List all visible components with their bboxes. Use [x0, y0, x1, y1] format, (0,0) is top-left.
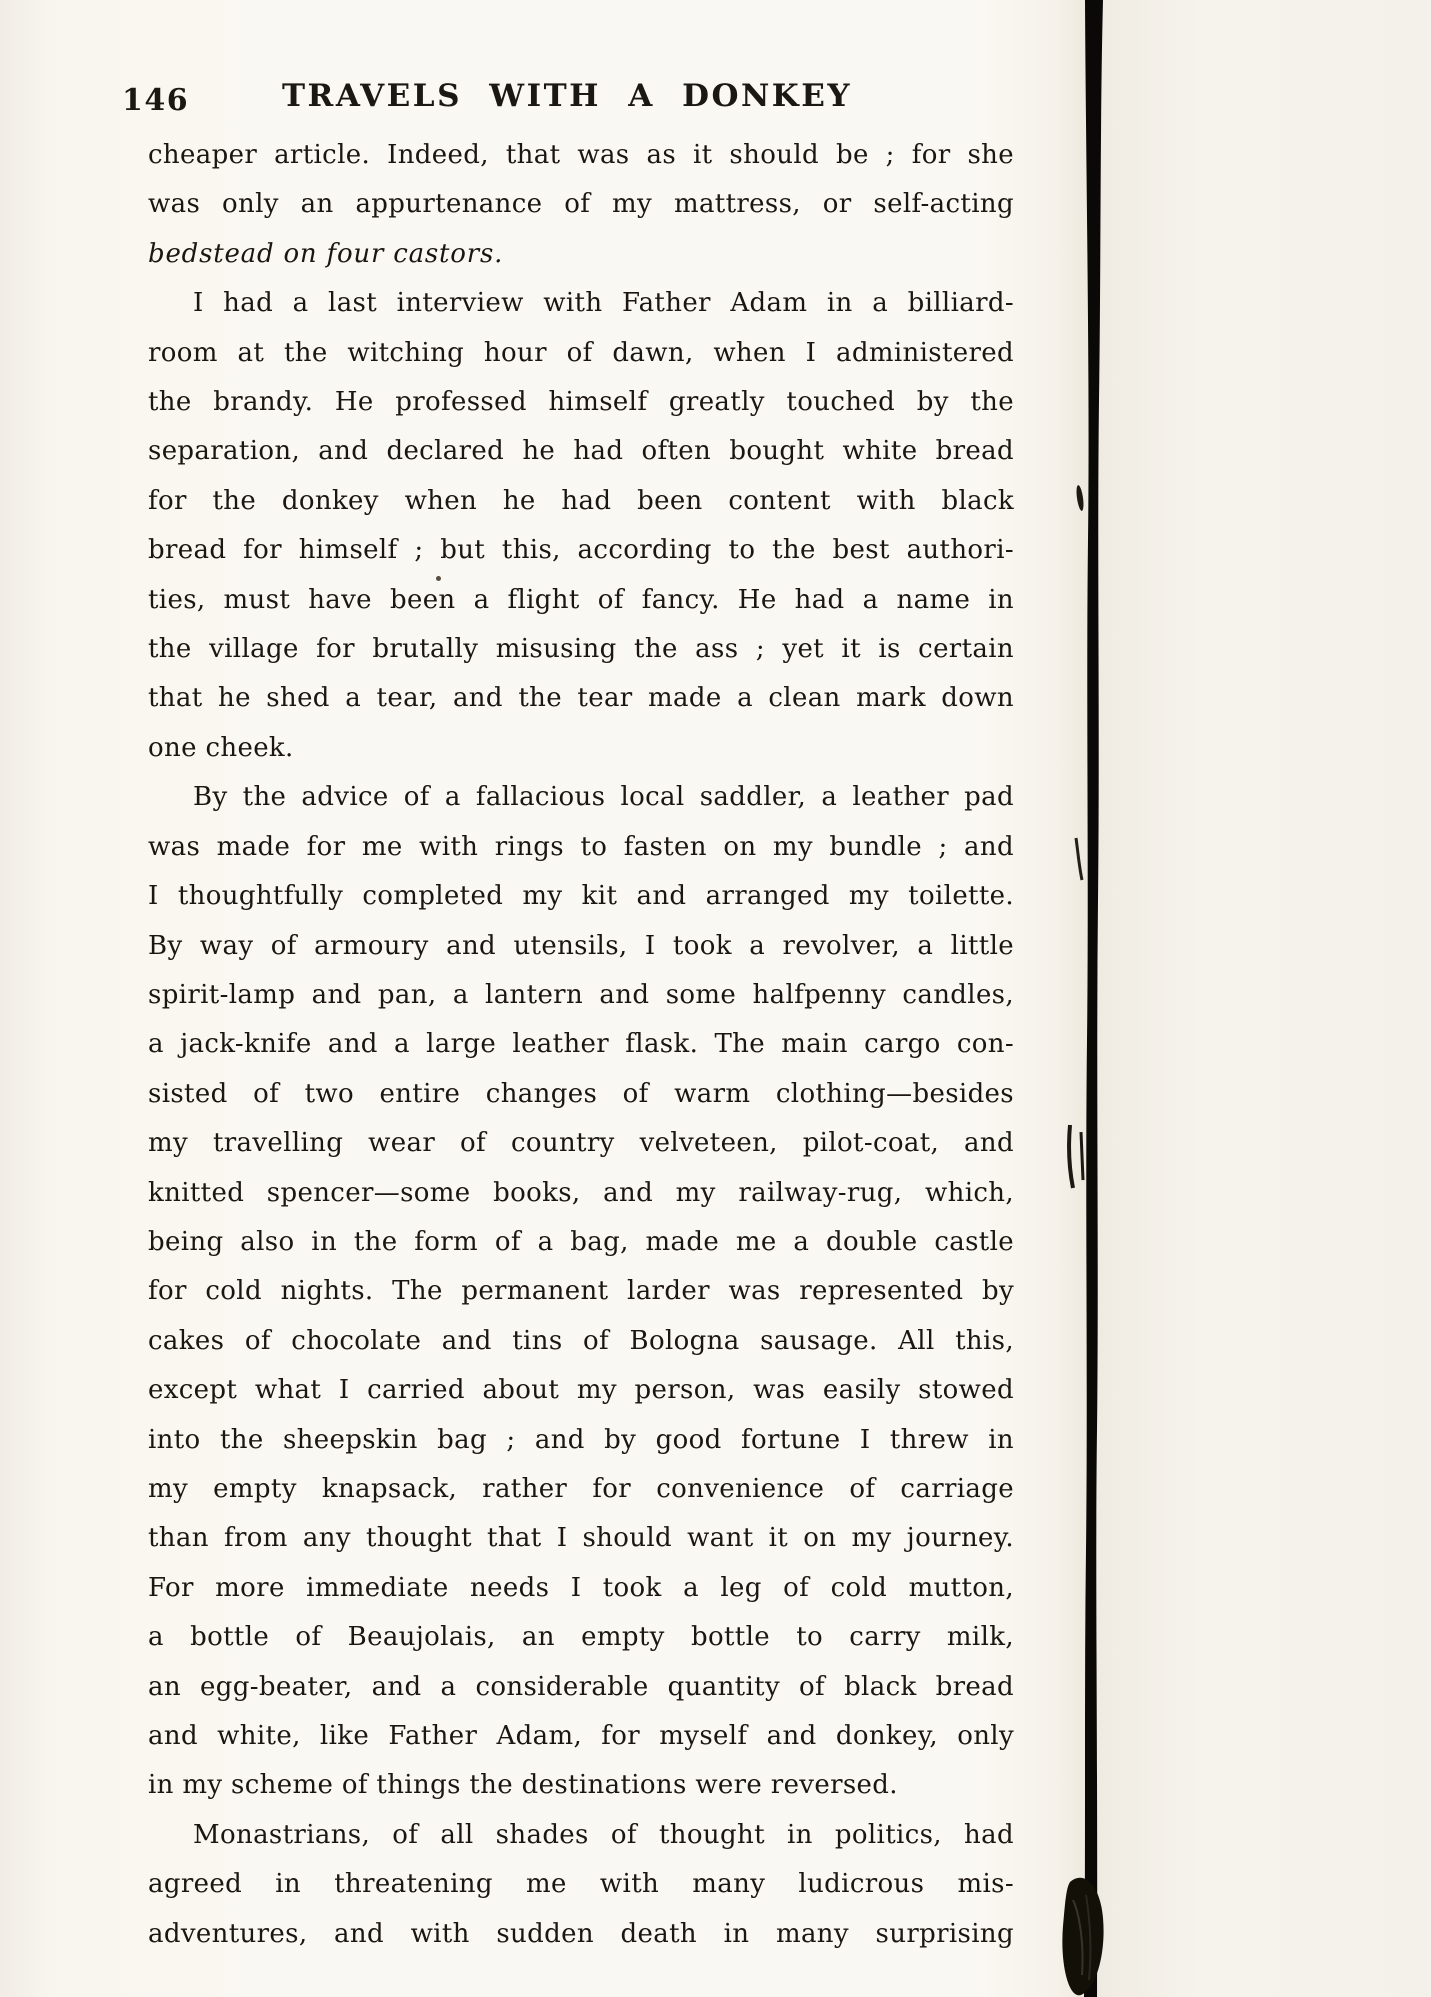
text-line: into the sheepskin bag ; and by good fortune I threw in — [148, 1424, 1014, 1455]
text-line: spirit-lamp and pan, a lantern and some halfpenny candles, — [148, 979, 1014, 1010]
text-line: ties, must have been a flight of fancy. He had a name in — [148, 584, 1014, 615]
ink-speck — [436, 576, 441, 581]
text-block — [148, 131, 1014, 1959]
text-line: Monastrians, of all shades of thought in politics, had — [193, 1819, 1014, 1850]
text-line: agreed in threatening me with many ludicrous mis- — [148, 1869, 1014, 1900]
text-line: the village for brutally misusing the ass ; yet it is certain — [148, 634, 1014, 665]
running-title: TRAVELS WITH A DONKEY — [281, 78, 853, 114]
page-header — [120, 78, 1014, 124]
text-line: a jack-knife and a large leather flask. The main cargo con- — [148, 1029, 1014, 1060]
text-line: that he shed a tear, and the tear made a clean mark down — [148, 683, 1014, 714]
text-line: cakes of chocolate and tins of Bologna sausage. All this, — [148, 1325, 1014, 1356]
text-line: By way of armoury and utensils, I took a revolver, a little — [148, 930, 1014, 961]
text-line: bread for himself ; but this, according to the best authori- — [148, 535, 1014, 566]
text-line: knitted spencer—some books, and my railway-rug, which, — [148, 1177, 1014, 1208]
text-line: room at the witching hour of dawn, when I administered — [148, 337, 1014, 368]
text-line: separation, and declared he had often bought white bread — [148, 436, 1014, 467]
scan-edge-artifact — [1040, 0, 1140, 1997]
text-line: I had a last interview with Father Adam in a billiard- — [193, 288, 1014, 319]
text-line: By the advice of a fallacious local saddler, a leather pad — [193, 782, 1014, 813]
text-line: was only an appurtenance of my mattress, or self-acting — [148, 189, 1014, 220]
text-line: cheaper article. Indeed, that was as it should be ; for she — [148, 140, 1014, 170]
text-line: in my scheme of things the destinations were reversed. — [148, 1770, 898, 1801]
text-line: and white, like Father Adam, for myself and donkey, only — [148, 1721, 1014, 1751]
text-line: sisted of two entire changes of warm clothing—besides — [148, 1078, 1014, 1109]
text-line: being also in the form of a bag, made me a double castle — [148, 1226, 1014, 1257]
text-line: my travelling wear of country velveteen, pilot-coat, and — [148, 1128, 1014, 1159]
text-line: the brandy. He professed himself greatly touched by the — [148, 387, 1014, 418]
text-line: an egg-beater, and a considerable quantity of black bread — [148, 1671, 1014, 1702]
text-line: was made for me with rings to fasten on my bundle ; and — [148, 831, 1014, 862]
text-line: For more immediate needs I took a leg of cold mutton, — [148, 1572, 1014, 1603]
text-line: than from any thought that I should want it on my journey. — [148, 1523, 1014, 1554]
text-line: a bottle of Beaujolais, an empty bottle to carry milk, — [148, 1622, 1014, 1653]
text-line: for the donkey when he had been content with black — [148, 485, 1014, 516]
text-line: adventures, and with sudden death in many surprising — [148, 1918, 1014, 1949]
page-number: 146 — [122, 83, 190, 118]
text-line: I thoughtfully completed my kit and arranged my toilette. — [148, 881, 1014, 912]
text-line: bedstead on four castors. — [148, 238, 504, 269]
text-line: one cheek. — [148, 732, 294, 763]
text-line: my empty knapsack, rather for convenience of carriage — [148, 1473, 1014, 1504]
text-line: for cold nights. The permanent larder was represented by — [148, 1276, 1014, 1307]
text-line: except what I carried about my person, was easily stowed — [148, 1375, 1014, 1406]
